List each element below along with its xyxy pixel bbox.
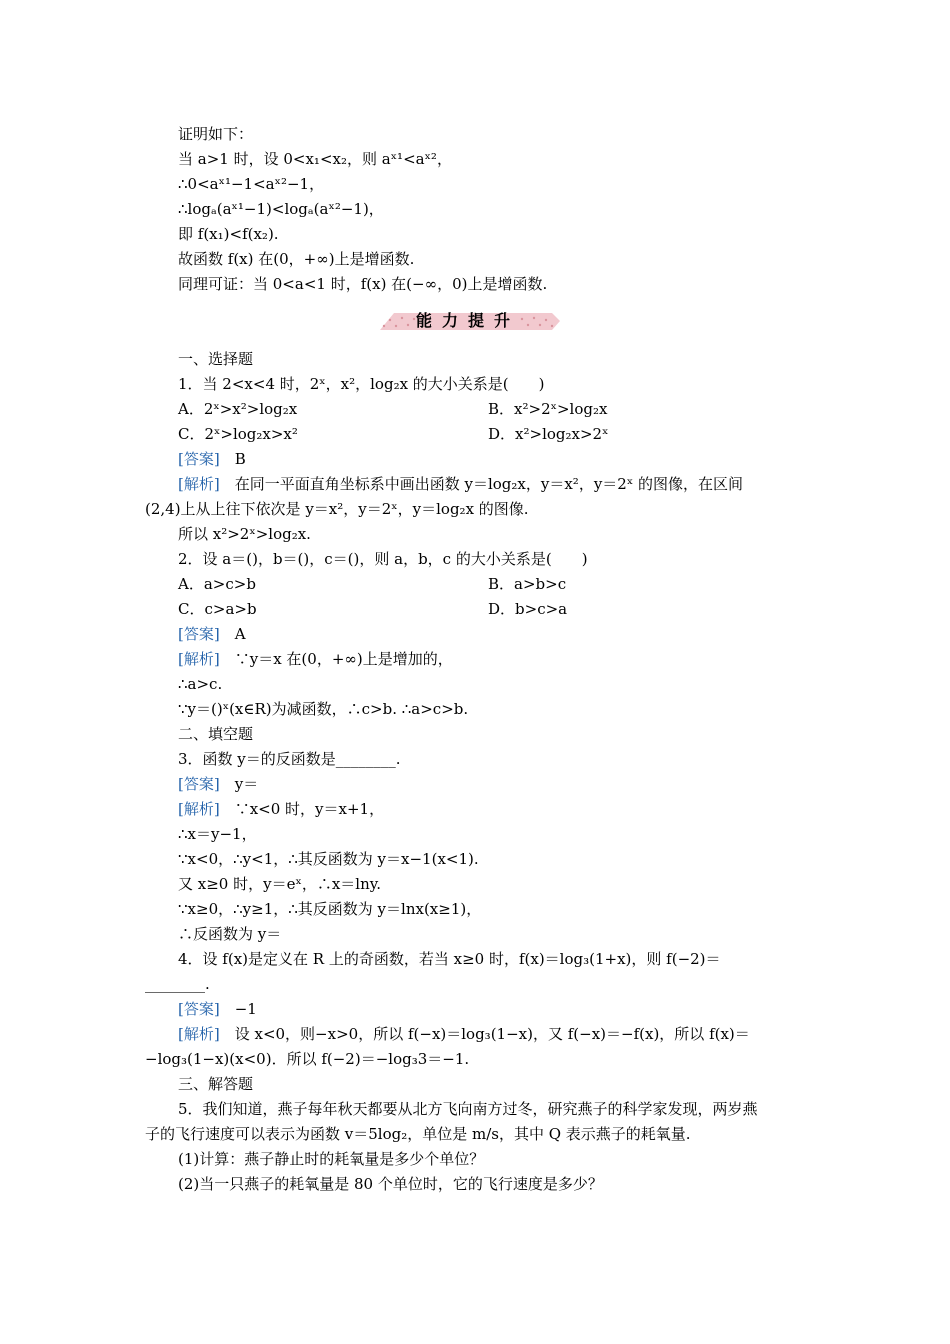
analysis-text: ∵x<0，∴y<1，∴其反函数为 y＝x−1(x<1). — [178, 850, 479, 868]
answer-line — [178, 774, 258, 794]
proof-line: 当 a>1 时，设 0<x₁<x₂，则 aˣ¹<aˣ²， — [178, 150, 452, 168]
analysis-text: 设 x<0，则−x>0，所以 f(−x)＝log₃(1−x)，又 f(−x)＝−f(x)，所以 f(x)＝ — [219, 1025, 750, 1043]
question-stem: 3．函数 y＝的反函数是________. — [178, 750, 401, 768]
section-heading: 一、选择题 — [178, 350, 254, 368]
proof-line: 故函数 f(x) 在(0，+∞)上是增函数. — [178, 250, 415, 268]
option-b: B．a>b>c — [488, 575, 567, 593]
section-heading: 二、填空题 — [178, 725, 254, 743]
answer-line — [178, 999, 257, 1019]
question-stem: 4．设 f(x)是定义在 R 上的奇函数，若当 x≥0 时，f(x)＝log₃(1+x)，则 f(−2)＝ — [178, 950, 721, 968]
section-heading: 三、解答题 — [178, 1075, 254, 1093]
option-a: A．a>c>b — [178, 575, 256, 593]
analysis-text: ∵x<0 时，y＝x+1， — [219, 800, 385, 818]
analysis-text: 所以 x²>2ˣ>log₂x. — [178, 525, 311, 543]
option-c: C．2ˣ>log₂x>x² — [178, 425, 298, 443]
analysis-text: 在同一平面直角坐标系中画出函数 y＝log₂x，y＝x²，y＝2ˣ 的图像，在区间 — [219, 475, 743, 493]
section-banner — [372, 308, 564, 334]
analysis-line — [178, 474, 743, 494]
option-d: D．x²>log₂x>2ˣ — [488, 425, 609, 443]
analysis-line — [178, 649, 453, 669]
analysis-text: ∴x＝y−1， — [178, 825, 257, 843]
analysis-text: (2,4)上从上往下依次是 y＝x²，y＝2ˣ，y＝log₂x 的图像. — [145, 500, 529, 518]
analysis-text: 又 x≥0 时，y＝eˣ，∴x＝lny. — [178, 875, 381, 893]
option-d: D．b>c>a — [488, 600, 568, 618]
analysis-tag: [解析] — [178, 650, 220, 668]
question-stem: 5．我们知道，燕子每年秋天都要从北方飞向南方过冬，研究燕子的科学家发现，两岁燕 — [178, 1100, 758, 1118]
question-part: (2)当一只燕子的耗氧量是 80 个单位时，它的飞行速度是多少？ — [178, 1175, 603, 1193]
question-blank: ________. — [145, 975, 210, 993]
answer-value: B — [219, 450, 246, 468]
analysis-text: ∵x≥0，∴y≥1，∴其反函数为 y＝lnx(x≥1)， — [178, 900, 482, 918]
option-c: C．c>a>b — [178, 600, 257, 618]
answer-tag: [答案] — [178, 775, 220, 793]
proof-line: 即 f(x₁)<f(x₂). — [178, 225, 279, 243]
question-stem: 2．设 a＝()，b＝()，c＝()，则 a，b，c 的大小关系是( ) — [178, 550, 588, 568]
answer-value: −1 — [219, 1000, 257, 1018]
question-stem: 子的飞行速度可以表示为函数 v＝5log₂，单位是 m/s，其中 Q 表示燕子的耗氧量. — [145, 1125, 691, 1143]
analysis-line — [178, 1024, 750, 1044]
analysis-text: ∵y＝()ˣ(x∈R)为减函数，∴c>b. ∴a>c>b. — [178, 700, 469, 718]
answer-line — [178, 624, 246, 644]
answer-tag: [答案] — [178, 450, 220, 468]
answer-line — [178, 449, 246, 469]
answer-value: A — [219, 625, 246, 643]
answer-tag: [答案] — [178, 625, 220, 643]
proof-line: 同理可证：当 0<a<1 时，f(x) 在(−∞，0)上是增函数. — [178, 275, 548, 293]
analysis-tag: [解析] — [178, 800, 220, 818]
question-stem: 1．当 2<x<4 时，2ˣ，x²，log₂x 的大小关系是( ) — [178, 375, 545, 393]
analysis-text: ∴a>c. — [178, 675, 223, 693]
analysis-text: −log₃(1−x)(x<0)．所以 f(−2)＝−log₃3＝−1. — [145, 1050, 470, 1068]
analysis-text: ∵y＝x 在(0，+∞)上是增加的， — [219, 650, 453, 668]
answer-tag: [答案] — [178, 1000, 220, 1018]
question-part: (1)计算：燕子静止时的耗氧量是多少个单位？ — [178, 1150, 485, 1168]
analysis-line — [178, 799, 384, 819]
option-a: A．2ˣ>x²>log₂x — [178, 400, 298, 418]
analysis-tag: [解析] — [178, 1025, 220, 1043]
answer-value: y＝ — [219, 775, 259, 793]
proof-line: ∴logₐ(aˣ¹−1)<logₐ(aˣ²−1)， — [178, 200, 384, 218]
proof-line: 证明如下： — [178, 125, 254, 143]
option-b: B．x²>2ˣ>log₂x — [488, 400, 608, 418]
banner-title: 能力提升 — [415, 311, 520, 330]
analysis-text: ∴反函数为 y＝ — [178, 925, 282, 943]
proof-line: ∴0<aˣ¹−1<aˣ²−1， — [178, 175, 325, 193]
analysis-tag: [解析] — [178, 475, 220, 493]
